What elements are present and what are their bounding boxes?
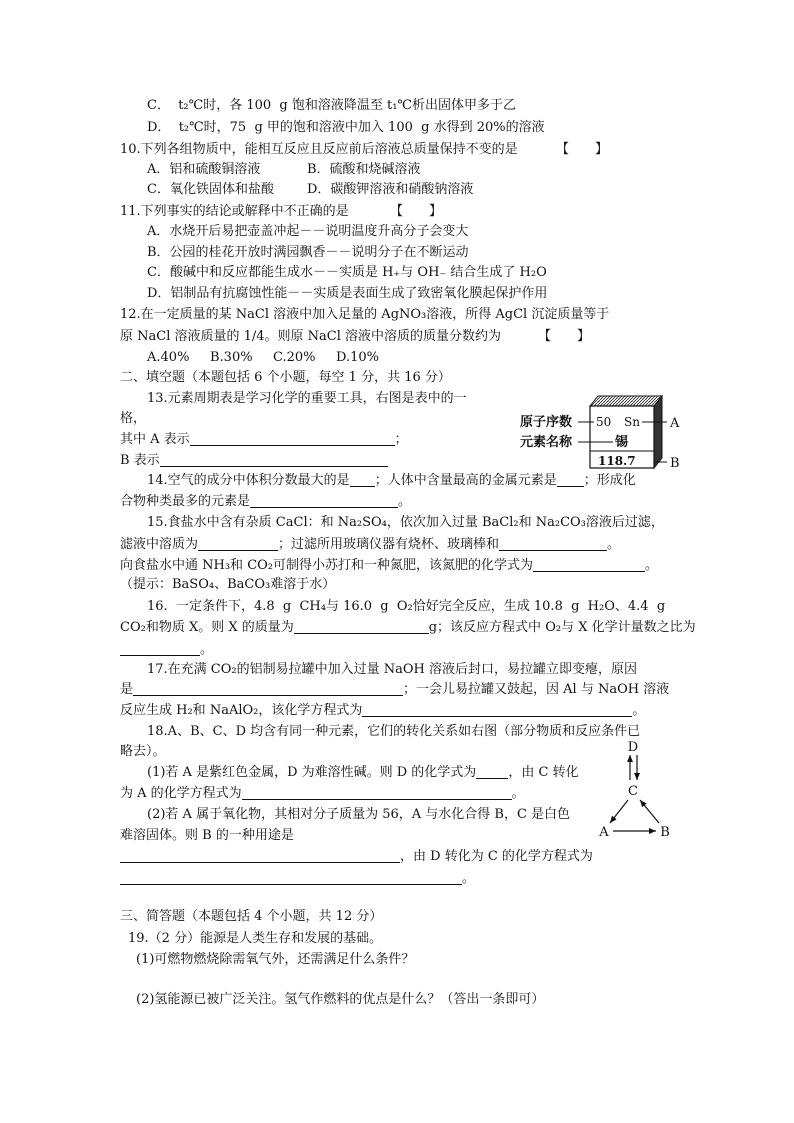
- q11-option-a: A．水烧开后易把壶盖冲起－－说明温度升高分子会变大: [147, 224, 469, 239]
- q12-option-a: A.40%: [147, 350, 190, 365]
- q14-line2: [120, 493, 411, 511]
- q17-line3-a: 反应生成 H₂和 NaAlO₂，该化学方程式为: [120, 703, 363, 718]
- q14-line1-c: ；形成化: [583, 473, 636, 488]
- q14-line1-a: 14.空气的成分中体积分数最大的是: [147, 473, 350, 488]
- q15-line3: [120, 557, 658, 575]
- section-short-answer-title: 三、简答题（本题包括 4 个小题，共 12 分）: [120, 909, 383, 924]
- answer-blank: [476, 765, 508, 779]
- q11-option-d: D．铝制品有抗腐蚀性能－－实质是表面生成了致密氧化膜起保护作用: [147, 286, 548, 301]
- q18-part2-line4: [120, 870, 475, 888]
- answer-blank: [294, 620, 429, 634]
- q10-stem: 10.下列各组物质中，能相互反应且反应前后溶液总质量保持不变的是: [120, 142, 518, 157]
- q18-part2-line2: 难溶固体。则 B 的一种用途是: [120, 828, 294, 843]
- answer-blank: [120, 642, 200, 656]
- q12-option-d: D.10%: [336, 350, 379, 365]
- q18-part1-line2: [120, 785, 525, 803]
- arrow-c-to-a: [610, 800, 628, 823]
- answer-blank: [133, 682, 403, 696]
- answer-blank: [198, 537, 278, 551]
- q11-option-c: C．酸碱中和反应都能生成水－－实质是 H₊与 OH₋ 结合生成了 H₂O: [147, 265, 547, 280]
- label-b: B: [670, 456, 680, 471]
- q19-stem: 19.（2 分）能源是人类生存和发展的基础。: [128, 931, 383, 946]
- answer-blank: [190, 432, 395, 446]
- q16-line2-b: g；该反应方程式中 O₂与 X 化学计量数之比为: [428, 620, 696, 635]
- label-a: A: [670, 416, 680, 431]
- answer-blank: [242, 786, 512, 800]
- q16-line2-a: CO₂和物质 X。则 X 的质量为: [120, 620, 294, 635]
- q13-line4: [120, 452, 388, 470]
- arrow-b-to-c: [640, 800, 659, 823]
- q10-option-d: D．碳酸钾溶液和硝酸钠溶液: [307, 182, 474, 197]
- element-symbol: Sn: [624, 415, 640, 429]
- answer-blank: [120, 871, 462, 885]
- q11-option-b: B．公园的桂花开放时满园飘香－－说明分子在不断运动: [147, 245, 469, 260]
- q17-line2-b: ；一会儿易拉罐又鼓起，因 Al 与 NaOH 溶液: [403, 682, 670, 697]
- cell-top-face: [590, 396, 662, 406]
- atomic-number: 50: [596, 415, 612, 429]
- q11-answer-bracket: 【 】: [390, 204, 443, 219]
- q16-line1: 16. 一定条件下，4.8 g CH₄与 16.0 g O₂恰好完全反应，生成 10.8 g H₂O、4.4 g: [147, 599, 666, 614]
- q12-line2: 原 NaCl 溶液质量的 1/4。则原 NaCl 溶液中溶质的质量分数约为: [120, 329, 502, 344]
- answer-blank: [362, 703, 632, 717]
- q18-part2-line1: (2)若 A 属于氧化物，其相对分子质量为 56，A 与水化合得 B，C 是白色: [147, 807, 571, 822]
- q17-line1: 17.在充满 CO₂的铝制易拉罐中加入过量 NaOH 溶液后封口，易拉罐立即变瘪，原因: [147, 662, 638, 677]
- q10-answer-bracket: 【 】: [556, 142, 609, 157]
- q18-part1-line1-a: (1)若 A 是紫红色金属，D 为难溶性碱。则 D 的化学式为: [147, 765, 477, 780]
- q15-line1: 15.食盐水中含有杂质 CaCl：和 Na₂SO₄，依次加入过量 BaCl₂和 Na₂CO₃溶液后过滤，: [147, 515, 664, 530]
- q15-line3-b: 。: [645, 558, 659, 573]
- q13-line1: 13.元素周期表是学习化学的重要工具，右图是表中的一: [147, 391, 467, 406]
- element-cell-figure: [516, 388, 688, 472]
- q19-sub2: (2)氢能源已被广泛关注。氢气作燃料的优点是什么？（答出一条即可）: [136, 992, 545, 1007]
- diagram-node-a: A: [599, 825, 609, 840]
- q16-line2: [120, 619, 696, 637]
- q12-line1: 12.在一定质量的某 NaCl 溶液中加入足量的 AgNO₃溶液，所得 AgCl 沉淀质量等于: [120, 307, 610, 322]
- q17-line2: [120, 681, 669, 699]
- atomic-mass: 118.7: [598, 454, 636, 468]
- q14-line2-b: 。: [398, 494, 412, 509]
- q17-line3-b: 。: [632, 703, 646, 718]
- q17-line3: [120, 702, 645, 720]
- section-fill-in-title: 二、填空题（本题包括 6 个小题，每空 1 分，共 16 分）: [120, 370, 451, 385]
- q13-line3-prefix: 其中 A 表示: [120, 432, 190, 447]
- diagram-node-b: B: [660, 825, 670, 840]
- q17-line2-a: 是: [120, 682, 134, 697]
- q18-part1-line2-a: 为 A 的化学方程式为: [120, 786, 242, 801]
- q13-line4-prefix: B 表示: [120, 453, 160, 468]
- q18-part2-line3: [120, 848, 593, 866]
- q10-option-a: A．铝和硫酸铜溶液: [147, 162, 261, 177]
- cell-side-face: [654, 396, 662, 468]
- q16-line3-b: 。: [200, 642, 214, 657]
- answer-blank: [557, 473, 584, 487]
- answer-blank: [350, 473, 375, 487]
- q10-option-c: C．氧化铁固体和盐酸: [147, 182, 274, 197]
- q18-part1-line1: [147, 764, 579, 782]
- diagram-node-d: D: [627, 740, 639, 755]
- q18-part1-line2-b: 。: [511, 786, 525, 801]
- element-name-label: 元素名称: [520, 435, 573, 450]
- answer-blank: [120, 849, 400, 863]
- q12-answer-bracket: 【 】: [538, 329, 591, 344]
- answer-blank: [499, 537, 607, 551]
- q14-line1-b: ；人体中含量最高的金属元素是: [374, 473, 557, 488]
- q9-option-d: D． t₂℃时，75 g 甲的饱和溶液中加入 100 g 水得到 20%的溶液: [147, 120, 545, 135]
- q18-part1-line1-b: ，由 C 转化: [508, 765, 579, 780]
- answer-blank: [533, 558, 645, 572]
- answer-blank: [160, 453, 388, 467]
- q18-part2-line4-b: 。: [462, 871, 476, 886]
- q19-sub1: (1)可燃物燃烧除需氧气外，还需满足什么条件？: [136, 952, 415, 967]
- q14-line1: [147, 472, 636, 490]
- q18-part2-line3-b: ，由 D 转化为 C 的化学方程式为: [400, 849, 593, 864]
- q16-line3: [120, 641, 213, 659]
- q11-stem: 11.下列事实的结论或解释中不正确的是: [120, 204, 349, 219]
- q13-line3-suffix: ；: [394, 432, 408, 447]
- q15-line2: [120, 536, 620, 554]
- q12-option-b: B.30%: [210, 350, 253, 365]
- q13-line2: 格，: [120, 411, 147, 426]
- conversion-diagram: [592, 734, 676, 842]
- atomic-number-label: 原子序数: [520, 415, 573, 430]
- q13-line3: [120, 431, 408, 449]
- q9-option-c: C． t₂℃时，各 100 g 饱和溶液降温至 t₁℃析出固体甲多于乙: [147, 98, 516, 113]
- diagram-node-c: C: [628, 784, 638, 799]
- q15-line2-b: ；过滤所用玻璃仪器有烧杯、玻璃棒和: [278, 537, 500, 552]
- q15-hint: （提示：BaSO₄、BaCO₃难溶于水）: [120, 577, 336, 592]
- element-name: 锡: [615, 435, 629, 450]
- q18-line1: 18.A、B、C、D 均含有同一种元素，它们的转化关系如右图（部分物质和反应条件已: [147, 724, 641, 739]
- q15-line2-c: 。: [607, 537, 621, 552]
- q12-option-c: C.20%: [273, 350, 316, 365]
- answer-blank: [250, 494, 398, 508]
- q14-line2-a: 合物种类最多的元素是: [120, 494, 251, 509]
- q15-line3-a: 向食盐水中通 NH₃和 CO₂可制得小苏打和一种氮肥，该氮肥的化学式为: [120, 558, 534, 573]
- q10-option-b: B．硫酸和烧碱溶液: [307, 162, 421, 177]
- q18-line2: 略去）。: [120, 744, 166, 759]
- q15-line2-a: 滤液中溶质为: [120, 537, 199, 552]
